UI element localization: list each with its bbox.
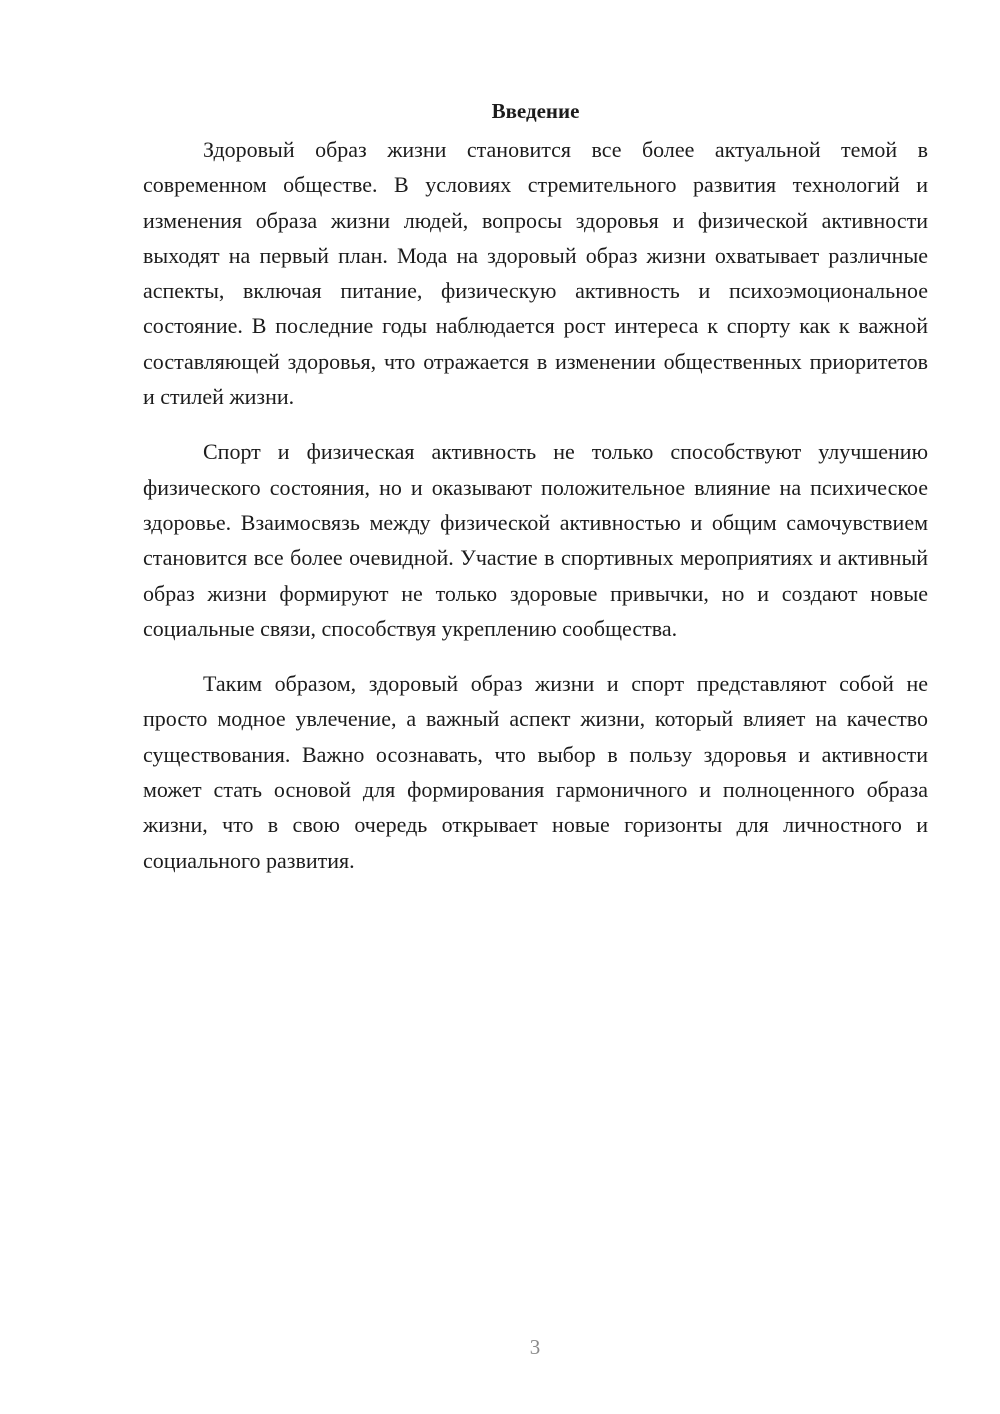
- paragraph-1: Здоровый образ жизни становится все более актуальной темой в современном обществе. В условиях стремительного развития технологий и изменения образа жизни людей, вопросы здоровья и физической активности выходят на первый план. Мода на здоровый образ жизни охватывает различные аспекты, включая питание, физическую активность и психоэмоциональное состояние. В последние годы наблюдается рост интереса к спорту как к важной составляющей здоровья, что отражается в изменении общественных приоритетов и стилей жизни.: [143, 137, 928, 410]
- section-title: Введение: [491, 99, 580, 123]
- page-content: [143, 92, 928, 898]
- paragraph-3: Таким образом, здоровый образ жизни и спорт представляют собой не просто модное увлечение, а важный аспект жизни, который влияет на качество существования. Важно осознавать, что выбор в пользу здоровья и активности может стать основой для формирования гармоничного и полноценного образа жизни, что в свою очередь открывает новые горизонты для личностного и социального развития.: [143, 671, 928, 873]
- paragraph-2: Спорт и физическая активность не только способствуют улучшению физического состояния, но и оказывают положительное влияние на психическое здоровье. Взаимосвязь между физической активностью и общим самочувствием становится все более очевидной. Участие в спортивных мероприятиях и активный образ жизни формируют не только здоровые привычки, но и создают новые социальные связи, способствуя укреплению сообщества.: [143, 439, 928, 641]
- page-number: 3: [529, 1335, 541, 1359]
